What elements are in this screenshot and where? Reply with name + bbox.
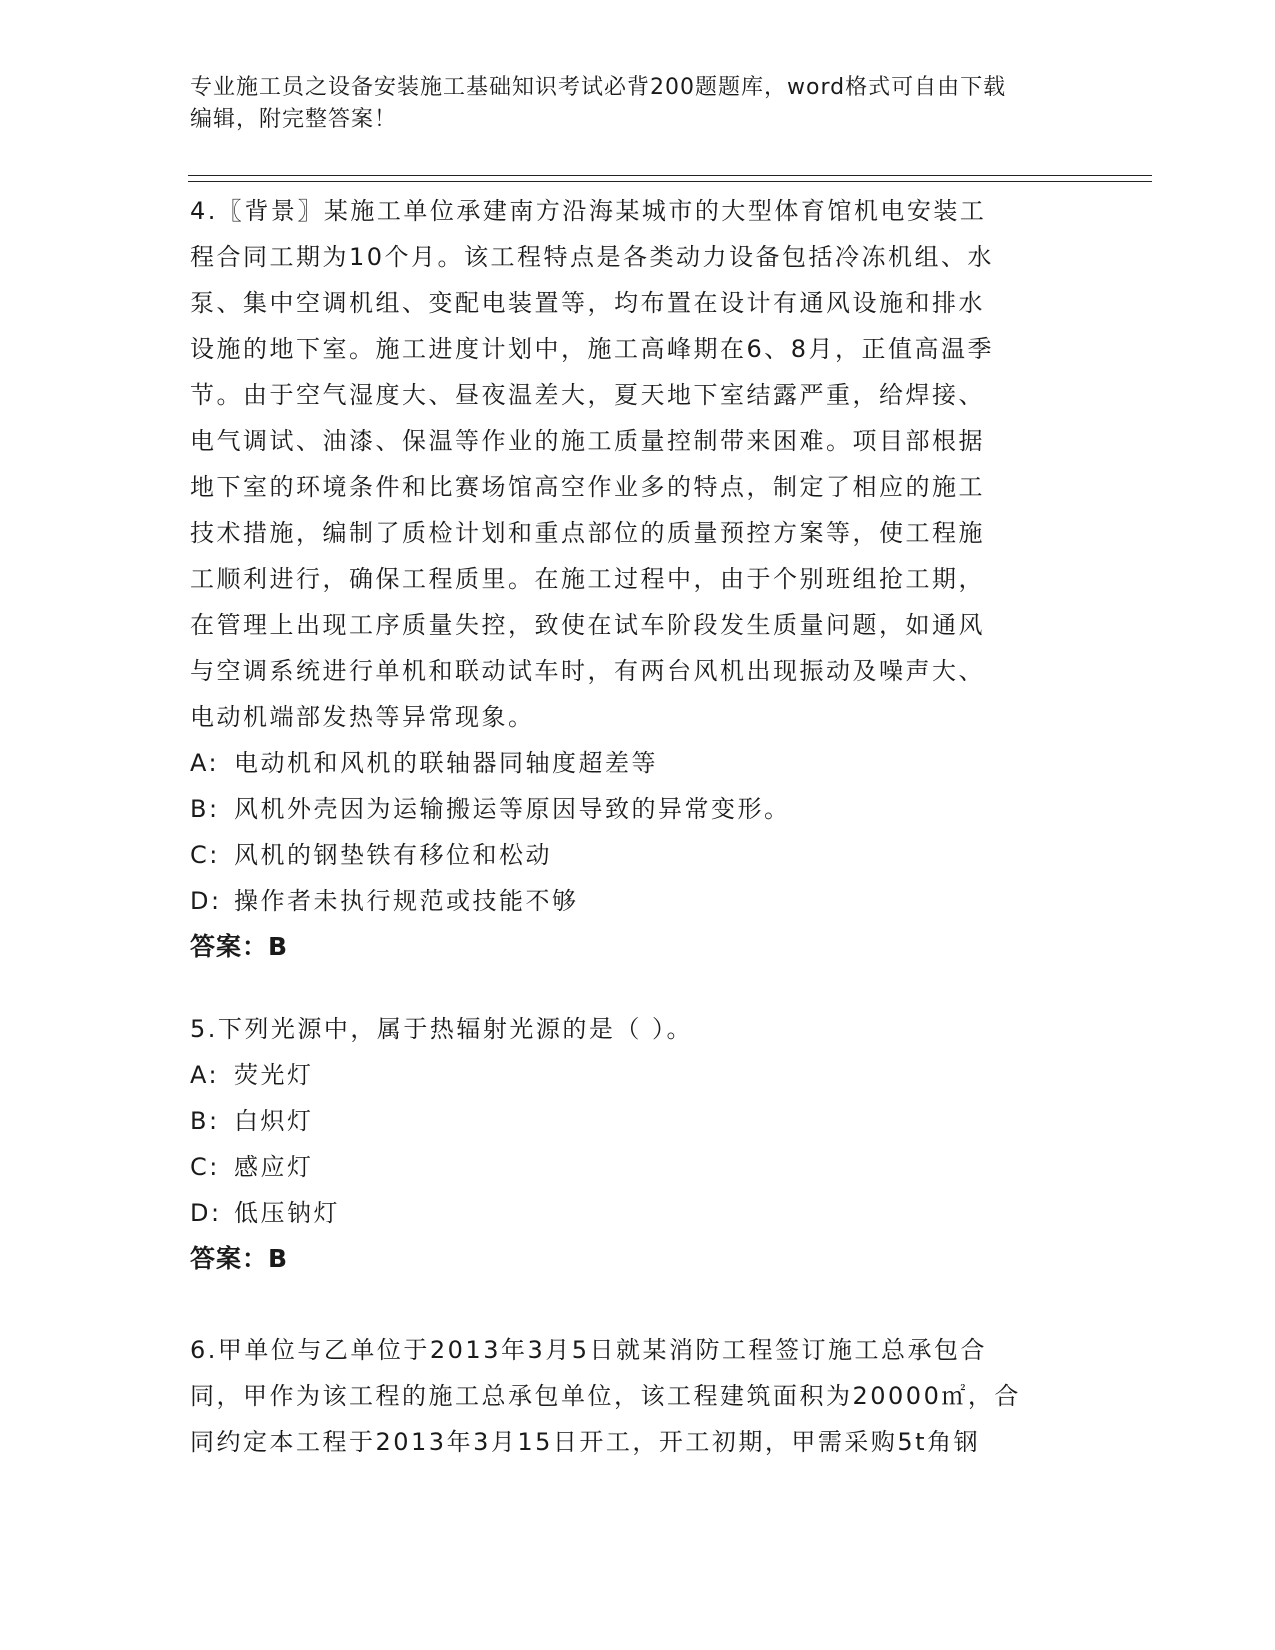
stem-line: 6.甲单位与乙单位于2013年3月5日就某消防工程签订施工总承包合	[190, 1336, 988, 1364]
option-b	[190, 786, 1090, 832]
option-text: 电动机和风机的联轴器同轴度超差等	[234, 749, 658, 777]
stem-line: 程合同工期为10个月。该工程特点是各类动力设备包括冷冻机组、水	[190, 243, 995, 271]
stem-line: 4.〖背景〗某施工单位承建南方沿海某城市的大型体育馆机电安装工	[190, 197, 987, 225]
header-divider-top	[188, 175, 1152, 176]
option-letter: C:	[190, 841, 220, 869]
option-text: 风机外壳因为运输搬运等原因导致的异常变形。	[234, 795, 791, 823]
option-letter: A:	[190, 1061, 220, 1089]
option-d	[190, 1190, 1090, 1236]
header-line-1: 专业施工员之设备安装施工基础知识考试必背200题题库，word格式可自由下载	[190, 75, 1007, 100]
stem-line: 地下室的环境条件和比赛场馆高空作业多的特点，制定了相应的施工	[190, 473, 985, 501]
option-letter: D:	[190, 887, 222, 915]
answer-line: 答案：B	[190, 932, 289, 961]
option-d	[190, 878, 1090, 924]
option-text: 荧光灯	[234, 1061, 314, 1089]
option-letter: D:	[190, 1199, 222, 1227]
question-stem	[190, 1006, 1090, 1052]
question-6	[190, 1327, 1090, 1465]
question-stem	[190, 188, 1090, 740]
question-4	[190, 188, 1090, 970]
question-5	[190, 1006, 1090, 1282]
option-letter: B:	[190, 1107, 220, 1135]
stem-line: 设施的地下室。施工进度计划中，施工高峰期在6、8月，正值高温季	[190, 335, 995, 363]
option-text: 风机的钢垫铁有移位和松动	[234, 841, 552, 869]
stem-line: 泵、集中空调机组、变配电装置等，均布置在设计有通风设施和排水	[190, 289, 985, 317]
stem-line: 5.下列光源中，属于热辐射光源的是（ ）。	[190, 1015, 694, 1043]
header-line-2: 编辑，附完整答案！	[190, 107, 398, 132]
option-a	[190, 1052, 1090, 1098]
option-letter: B:	[190, 795, 220, 823]
stem-line: 节。由于空气湿度大、昼夜温差大，夏天地下室结露严重，给焊接、	[190, 381, 985, 409]
stem-line: 电气调试、油漆、保温等作业的施工质量控制带来困难。项目部根据	[190, 427, 985, 455]
stem-line: 技术措施，编制了质检计划和重点部位的质量预控方案等，使工程施	[190, 519, 985, 547]
stem-line: 电动机端部发热等异常现象。	[190, 703, 535, 731]
option-text: 感应灯	[234, 1153, 314, 1181]
option-a	[190, 740, 1090, 786]
question-stem	[190, 1327, 1090, 1465]
answer-line: 答案：B	[190, 1244, 289, 1273]
option-b	[190, 1098, 1090, 1144]
stem-line: 同约定本工程于2013年3月15日开工，开工初期，甲需采购5t角钢	[190, 1428, 981, 1456]
option-text: 操作者未执行规范或技能不够	[234, 887, 579, 915]
stem-line: 与空调系统进行单机和联动试车时，有两台风机出现振动及噪声大、	[190, 657, 985, 685]
option-c	[190, 1144, 1090, 1190]
stem-line: 在管理上出现工序质量失控，致使在试车阶段发生质量问题，如通风	[190, 611, 985, 639]
stem-line: 同，甲作为该工程的施工总承包单位，该工程建筑面积为20000㎡，合	[190, 1382, 1021, 1410]
option-text: 白炽灯	[234, 1107, 314, 1135]
option-text: 低压钠灯	[234, 1199, 340, 1227]
document-header	[190, 72, 1090, 136]
header-divider-bottom	[188, 181, 1152, 182]
option-letter: C:	[190, 1153, 220, 1181]
option-c	[190, 832, 1090, 878]
option-letter: A:	[190, 749, 220, 777]
stem-line: 工顺利进行，确保工程质里。在施工过程中，由于个别班组抢工期，	[190, 565, 985, 593]
